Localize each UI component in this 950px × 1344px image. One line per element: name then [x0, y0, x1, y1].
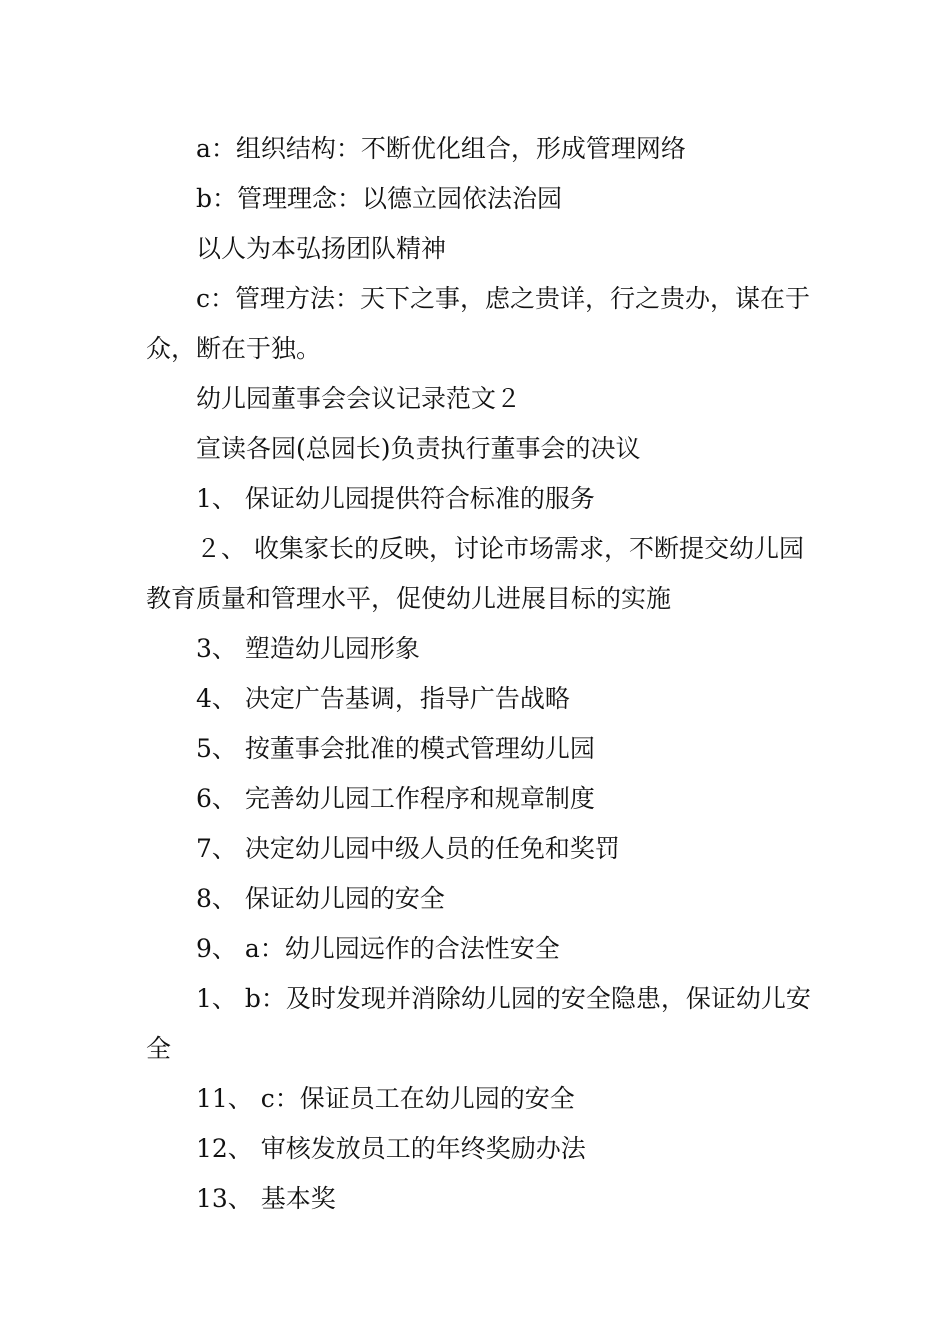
list-item: 4、 决定广告基调，指导广告战略 — [196, 684, 570, 713]
list-item: 5、 按董事会批准的模式管理幼儿园 — [196, 734, 595, 763]
list-item: 6、 完善幼儿园工作程序和规章制度 — [196, 784, 595, 813]
document-body — [146, 124, 816, 1224]
paragraph-resolution-intro: 宣读各园(总园长)负责执行董事会的决议 — [196, 434, 641, 463]
list-item: 7、 决定幼儿园中级人员的任免和奖罚 — [196, 834, 620, 863]
list-item: 1、 保证幼儿园提供符合标准的服务 — [196, 484, 595, 513]
list-item: 13、 基本奖 — [196, 1184, 336, 1213]
list-item: 3、 塑造幼儿园形象 — [196, 634, 420, 663]
list-item: 1、 b：及时发现并消除幼儿园的安全隐患，保证幼儿安全 — [146, 984, 811, 1063]
list-item: 11、 c：保证员工在幼儿园的安全 — [196, 1084, 575, 1113]
list-item: ２、 收集家长的反映，讨论市场需求，不断提交幼儿园教育质量和管理水平，促使幼儿进展目标的实施 — [146, 534, 804, 613]
paragraph-management-method: c：管理方法：天下之事，虑之贵详，行之贵办，谋在于众，断在于独。 — [146, 284, 811, 363]
paragraph-people-oriented: 以人为本弘扬团队精神 — [196, 234, 447, 263]
paragraph-org-structure: a：组织结构：不断优化组合，形成管理网络 — [196, 134, 686, 163]
paragraph-management-concept: b：管理理念：以德立园依法治园 — [196, 184, 563, 213]
list-item: 12、 审核发放员工的年终奖励办法 — [196, 1134, 586, 1163]
section-heading: 幼儿园董事会会议记录范文２ — [196, 384, 522, 413]
list-item: 9、 a：幼儿园远作的合法性安全 — [196, 934, 560, 963]
list-item: 8、 保证幼儿园的安全 — [196, 884, 445, 913]
